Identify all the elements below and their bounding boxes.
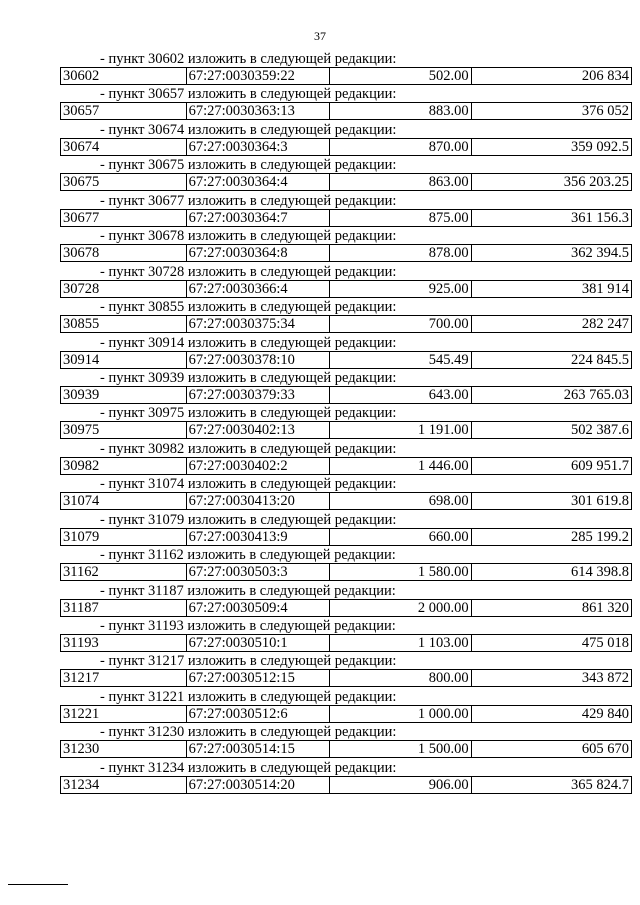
table-row: [60, 563, 632, 581]
table-row: [60, 634, 632, 652]
value-cell: 224 845.5: [571, 351, 629, 368]
area-cell: 1 191.00: [330, 422, 472, 438]
item-number-cell: 31079: [61, 529, 187, 545]
value-cell: 609 951.7: [571, 457, 629, 474]
table-row: [60, 669, 632, 687]
table-row: [60, 386, 632, 404]
item-number-cell: 30675: [61, 174, 187, 190]
item-number-cell: 30728: [61, 281, 187, 297]
amendment-entry: [60, 228, 634, 263]
value-cell: 361 156.3: [571, 209, 629, 226]
cadastral-number-cell: 67:27:0030364:7: [187, 210, 331, 226]
item-number-cell: 31187: [61, 600, 187, 616]
amendment-list: [60, 51, 634, 795]
table-row: [60, 421, 632, 439]
table-row: [60, 244, 632, 262]
value-cell: 475 018: [581, 635, 629, 651]
value-cell: 605 670: [581, 741, 629, 758]
cadastral-number-cell: 67:27:0030364:3: [187, 139, 331, 155]
amendment-entry: [60, 264, 634, 299]
cadastral-number-cell: 67:27:0030413:9: [187, 529, 331, 545]
table-row: [60, 209, 632, 227]
item-number-cell: 31217: [61, 670, 187, 686]
cadastral-number-cell: 67:27:0030503:3: [187, 564, 331, 580]
value-cell: 614 398.8: [571, 564, 629, 581]
amendment-instruction: - пункт 31079 изложить в следующей редакции:: [100, 511, 397, 528]
table-row: [60, 67, 632, 85]
amendment-instruction: - пункт 30675 изложить в следующей редакции:: [100, 157, 397, 174]
cadastral-number-cell: 67:27:0030359:22: [187, 68, 331, 84]
amendment-entry: [60, 476, 634, 511]
amendment-instruction: - пункт 30677 изложить в следующей редакции:: [100, 192, 397, 209]
amendment-entry: [60, 512, 634, 547]
value-cell: 381 914: [581, 280, 629, 297]
cadastral-number-cell: 67:27:0030363:13: [187, 103, 331, 119]
amendment-entry: [60, 583, 634, 618]
item-number-cell: 30939: [61, 387, 187, 403]
amendment-entry: [60, 689, 634, 724]
table-row: [60, 315, 632, 333]
amendment-instruction: - пункт 30657 изложить в следующей редакции:: [100, 86, 397, 103]
table-row: [60, 492, 632, 510]
value-cell: 359 092.5: [571, 138, 629, 155]
amendment-entry: [60, 618, 634, 653]
value-cell: 263 765.03: [563, 386, 629, 403]
amendment-instruction: - пункт 30855 изложить в следующей редакции:: [100, 299, 397, 316]
amendment-entry: [60, 405, 634, 440]
table-row: [60, 173, 632, 191]
item-number-cell: 30855: [61, 316, 187, 332]
cadastral-number-cell: 67:27:0030512:15: [187, 670, 331, 686]
area-cell: 1 446.00: [330, 458, 472, 474]
amendment-instruction: - пункт 30678 изложить в следующей редакции:: [100, 228, 397, 245]
area-cell: 883.00: [330, 103, 472, 119]
cadastral-number-cell: 67:27:0030413:20: [187, 493, 331, 509]
amendment-instruction: - пункт 30939 изложить в следующей редакции:: [100, 369, 397, 386]
area-cell: 800.00: [330, 670, 472, 686]
table-row: [60, 705, 632, 723]
amendment-instruction: - пункт 31187 изложить в следующей редакции:: [100, 582, 396, 599]
value-cell: 343 872: [581, 670, 629, 687]
amendment-instruction: - пункт 30602 изложить в следующей редакции:: [100, 51, 397, 67]
amendment-entry: [60, 370, 634, 405]
table-row: [60, 280, 632, 298]
cadastral-number-cell: 67:27:0030364:8: [187, 245, 331, 261]
amendment-instruction: - пункт 30674 изложить в следующей редакции:: [100, 121, 397, 138]
amendment-instruction: - пункт 30728 изложить в следующей редакции:: [100, 263, 397, 280]
amendment-entry: [60, 193, 634, 228]
area-cell: 545.49: [330, 352, 472, 368]
item-number-cell: 30677: [61, 210, 187, 226]
area-cell: 502.00: [330, 68, 472, 84]
table-row: [60, 102, 632, 120]
item-number-cell: 30975: [61, 422, 187, 438]
table-row: [60, 740, 632, 758]
cadastral-number-cell: 67:27:0030364:4: [187, 174, 331, 190]
cadastral-number-cell: 67:27:0030509:4: [187, 600, 331, 616]
value-cell: 285 199.2: [571, 528, 629, 545]
area-cell: 863.00: [330, 174, 472, 190]
area-cell: 875.00: [330, 210, 472, 226]
cadastral-number-cell: 67:27:0030379:33: [187, 387, 331, 403]
cadastral-number-cell: 67:27:0030514:20: [187, 777, 331, 793]
amendment-entry: [60, 86, 634, 121]
amendment-instruction: - пункт 31217 изложить в следующей редакции:: [100, 653, 397, 670]
item-number-cell: 31234: [61, 777, 187, 793]
area-cell: 878.00: [330, 245, 472, 261]
area-cell: 906.00: [330, 777, 472, 793]
area-cell: 870.00: [330, 139, 472, 155]
value-cell: 282 247: [581, 316, 629, 333]
item-number-cell: 30982: [61, 458, 187, 474]
value-cell: 376 052: [581, 103, 629, 120]
table-row: [60, 528, 632, 546]
amendment-instruction: - пункт 30975 изложить в следующей редакции:: [100, 405, 397, 422]
amendment-entry: [60, 299, 634, 334]
area-cell: 1 103.00: [330, 635, 472, 651]
area-cell: 1 500.00: [330, 741, 472, 757]
amendment-instruction: - пункт 31162 изложить в следующей редакции:: [100, 547, 396, 564]
value-cell: 365 824.7: [571, 776, 629, 793]
page-number: 37: [314, 29, 326, 43]
area-cell: 660.00: [330, 529, 472, 545]
amendment-entry: [60, 122, 634, 157]
item-number-cell: 30678: [61, 245, 187, 261]
item-number-cell: 31221: [61, 706, 187, 722]
area-cell: 925.00: [330, 281, 472, 297]
amendment-entry: [60, 441, 634, 476]
amendment-instruction: - пункт 31193 изложить в следующей редакции:: [100, 618, 396, 634]
table-row: [60, 457, 632, 475]
cadastral-number-cell: 67:27:0030510:1: [187, 635, 331, 651]
item-number-cell: 31074: [61, 493, 187, 509]
item-number-cell: 30674: [61, 139, 187, 155]
amendment-instruction: - пункт 30914 изложить в следующей редакции:: [100, 334, 397, 351]
area-cell: 700.00: [330, 316, 472, 332]
amendment-entry: [60, 724, 634, 759]
cadastral-number-cell: 67:27:0030402:2: [187, 458, 331, 474]
value-cell: 356 203.25: [563, 174, 629, 191]
table-row: [60, 776, 632, 794]
value-cell: 429 840: [581, 705, 629, 722]
amendment-instruction: - пункт 31230 изложить в следующей редакции:: [100, 724, 397, 741]
footer-divider: [8, 884, 68, 885]
area-cell: 643.00: [330, 387, 472, 403]
area-cell: 698.00: [330, 493, 472, 509]
amendment-instruction: - пункт 31221 изложить в следующей редакции:: [100, 688, 397, 705]
amendment-instruction: - пункт 30982 изложить в следующей редакции:: [100, 440, 397, 457]
amendment-entry: [60, 547, 634, 582]
item-number-cell: 31162: [61, 564, 187, 580]
cadastral-number-cell: 67:27:0030514:15: [187, 741, 331, 757]
item-number-cell: 30657: [61, 103, 187, 119]
value-cell: 206 834: [581, 68, 629, 84]
cadastral-number-cell: 67:27:0030512:6: [187, 706, 331, 722]
amendment-entry: [60, 51, 634, 86]
table-row: [60, 138, 632, 156]
table-row: [60, 351, 632, 369]
value-cell: 502 387.6: [571, 422, 629, 439]
amendment-instruction: - пункт 31074 изложить в следующей редакции:: [100, 476, 397, 493]
area-cell: 1 000.00: [330, 706, 472, 722]
item-number-cell: 31193: [61, 635, 187, 651]
cadastral-number-cell: 67:27:0030375:34: [187, 316, 331, 332]
item-number-cell: 30914: [61, 352, 187, 368]
area-cell: 1 580.00: [330, 564, 472, 580]
amendment-instruction: - пункт 31234 изложить в следующей редакции:: [100, 759, 397, 776]
cadastral-number-cell: 67:27:0030378:10: [187, 352, 331, 368]
amendment-entry: [60, 335, 634, 370]
amendment-entry: [60, 157, 634, 192]
amendment-entry: [60, 760, 634, 795]
item-number-cell: 31230: [61, 741, 187, 757]
cadastral-number-cell: 67:27:0030402:13: [187, 422, 331, 438]
value-cell: 861 320: [581, 599, 629, 616]
value-cell: 362 394.5: [571, 245, 629, 262]
item-number-cell: 30602: [61, 68, 187, 84]
area-cell: 2 000.00: [330, 600, 472, 616]
cadastral-number-cell: 67:27:0030366:4: [187, 281, 331, 297]
value-cell: 301 619.8: [571, 493, 629, 510]
amendment-entry: [60, 653, 634, 688]
table-row: [60, 599, 632, 617]
